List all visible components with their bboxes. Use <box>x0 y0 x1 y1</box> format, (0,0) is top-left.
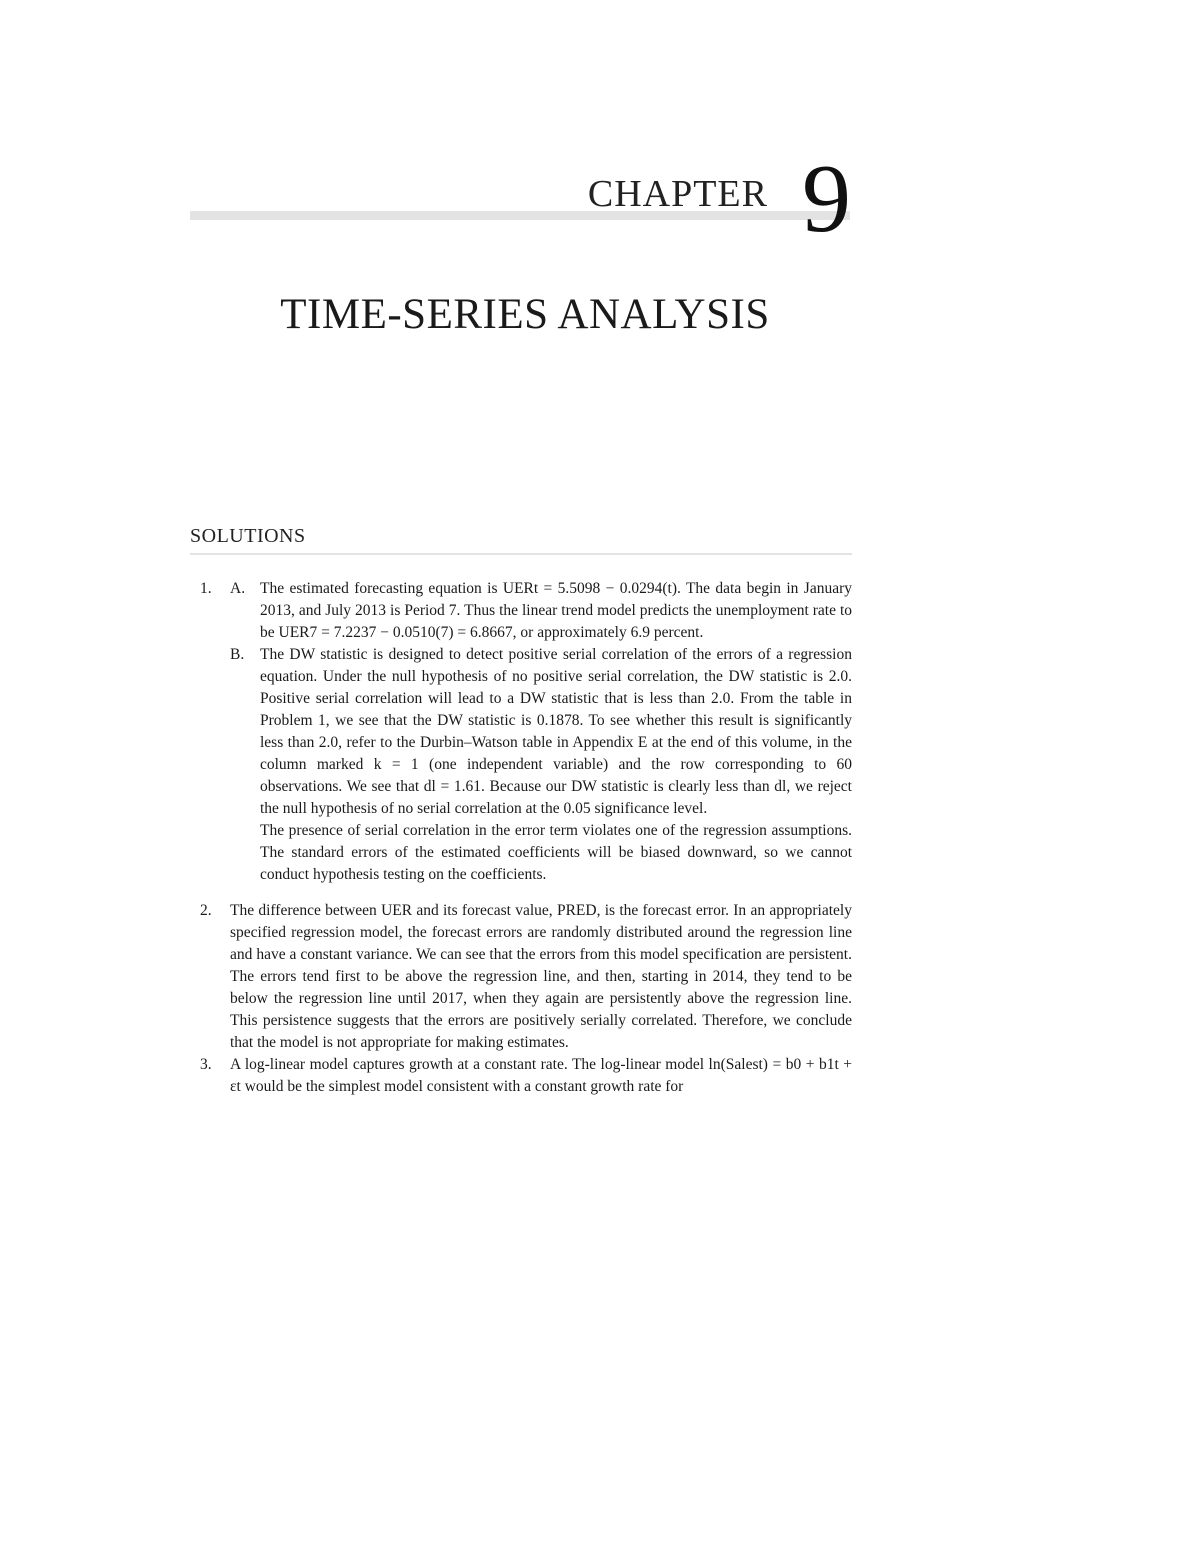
solution-2-number: 2. <box>200 902 212 919</box>
solution-1b-letter: B. <box>230 646 245 663</box>
section-rule <box>190 553 852 555</box>
chapter-title: TIME-SERIES ANALYSIS <box>280 291 770 338</box>
solution-1a <box>230 578 852 644</box>
solutions-body <box>190 578 852 1098</box>
solution-3-text: A log-linear model captures growth at a constant rate. The log-linear model ln(Salest) = b0 + b1t + εt would be the simplest model consistent with a constant growth rate for <box>230 1056 852 1095</box>
chapter-number: 9 <box>802 145 851 253</box>
spacer <box>190 886 852 900</box>
solution-3-number: 3. <box>200 1056 212 1073</box>
solution-1b-text-2: The presence of serial correlation in the error term violates one of the regression assumptions. The standard errors of the estimated coefficients will be biased downward, so we cannot conduct hypothesis testing on the coefficients. <box>260 822 852 883</box>
solution-1a-text: The estimated forecasting equation is UERt = 5.5098 − 0.0294(t). The data begin in January 2013, and July 2013 is Period 7. Thus the linear trend model predicts the unemployment rate to be UER7 = 7.2237 − 0.0510(7) = 6.8667, or approximately 6.9 percent. <box>260 580 852 641</box>
solution-1b-text: The DW statistic is designed to detect positive serial correlation of the errors of a regression equation. Under the null hypothesis of no positive serial correlation, the DW statistic is 2.0. Positive serial correlation will lead to a DW statistic that is less than 2.0. From the table in Problem 1, we see that the DW statistic is 0.1878. To see whether this result is significantly less than 2.0, refer to the Durbin–Watson table in Appendix E at the end of this volume, in the column marked k = 1 (one independent variable) and the row corresponding to 60 observations. We see that dl = 1.61. Because our DW statistic is clearly less than dl, we reject the null hypothesis of no serial correlation at the 0.05 significance level. <box>260 646 852 817</box>
solution-1-number: 1. <box>200 580 212 597</box>
chapter-label: CHAPTER <box>587 173 768 215</box>
solution-1b <box>230 644 852 886</box>
solution-3 <box>190 1054 852 1098</box>
section-heading: SOLUTIONS <box>190 525 306 547</box>
solution-1 <box>190 578 852 886</box>
solution-1a-letter: A. <box>230 580 246 597</box>
solution-2 <box>190 900 852 1054</box>
solution-2-text: The difference between UER and its forecast value, PRED, is the forecast error. In an appropriately specified regression model, the forecast errors are randomly distributed around the regression line and have a constant variance. We can see that the errors from this model specification are persistent. The errors tend first to be above the regression line, and then, starting in 2014, they tend to be below the regression line until 2017, when they again are persistently above the regression line. This persistence suggests that the errors are positively serially correlated. Therefore, we conclude that the model is not appropriate for making estimates. <box>230 902 852 1051</box>
